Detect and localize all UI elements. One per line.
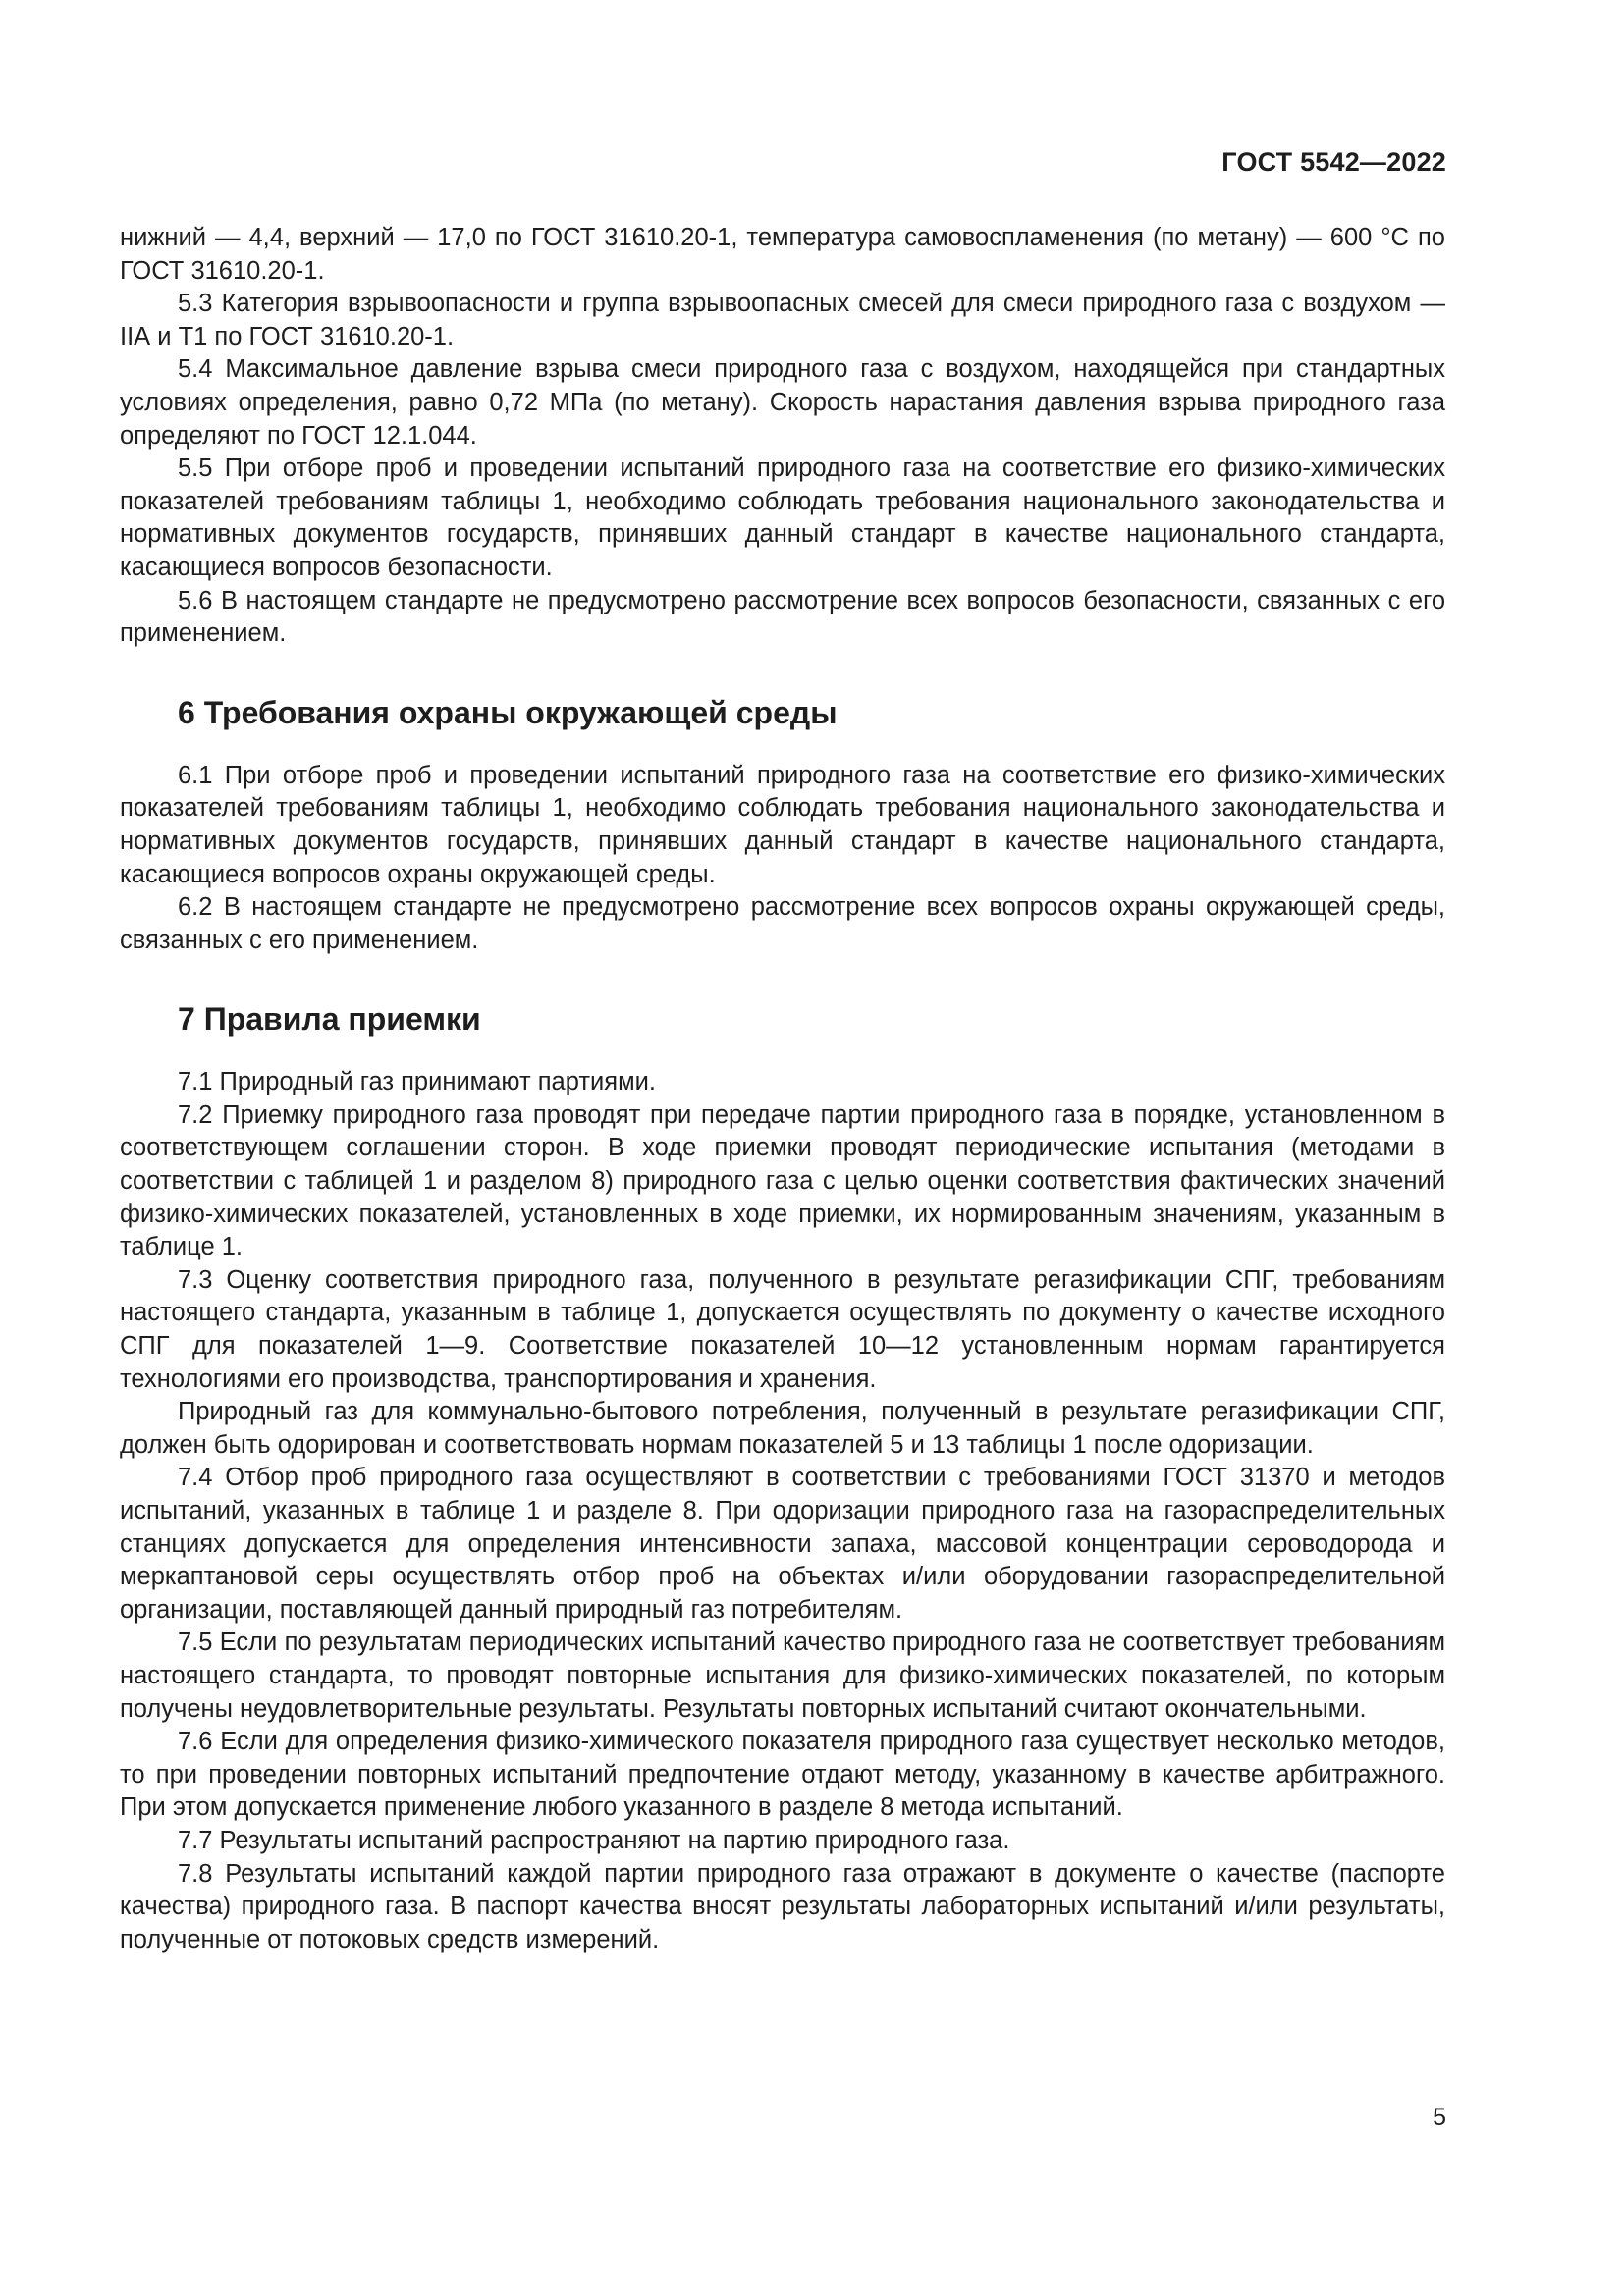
paragraph-6-2: 6.2 В настоящем стандарте не предусмотрено рассмотрение всех вопросов охраны окружающей среды, связанных с его применением. [120,893,1445,954]
section-spacer [120,957,1445,999]
page-number: 5 [1433,2104,1446,2131]
paragraph-7-4: 7.4 Отбор проб природного газа осуществляют в соответствии с требованиями ГОСТ 31370 и методов испытаний, указанных в таблице 1 и разделе 8. При одоризации природного газа на газораспределительных станциях допускается для определения интенсивности запаха, массовой концентрации сероводорода и меркаптановой серы осуществлять отбор проб на объектах и/или оборудовании газораспределительной организации, поставляющей данный природный газ потребителям. [120,1464,1445,1624]
document-code-header: ГОСТ 5542—2022 [1221,147,1446,177]
paragraph-7-3: 7.3 Оценку соответствия природного газа, полученного в результате регазификации СПГ, требованиям настоящего стандарта, указанным в таблице 1, допускается осуществлять по документу о качестве исходного СПГ для показателей 1—9. Соответствие показателей 10—12 установленным нормам гарантируется технологиями его производства, транспортирования и хранения. [120,1265,1445,1393]
paragraph-5-4: 5.4 Максимальное давление взрыва смеси природного газа с воздухом, находящейся при стандартных условиях определения, равно 0,72 МПа (по метану). Скорость нарастания давления взрыва природного газа определяют по ГОСТ 12.1.044. [120,355,1445,450]
paragraph-7-1: 7.1 Природный газ принимают партиями. [178,1068,656,1096]
section-spacer [120,1039,1445,1066]
paragraph-7-3-continued: Природный газ для коммунально-бытового потребления, полученный в результате регазификации СПГ, должен быть одорирован и соответствовать нормам показателей 5 и 13 таблицы 1 после одоризации. [120,1398,1445,1459]
paragraph-7-5: 7.5 Если по результатам периодических испытаний качество природного газа не соответствует требованиям настоящего стандарта, то проводят повторные испытания для физико-химических показателей, по которым получены неудовлетворительные результаты. Результаты повторных испытаний считают окончательными. [120,1629,1445,1723]
page-content [120,222,1445,1956]
section-spacer [120,732,1445,760]
paragraph-6-1: 6.1 При отборе проб и проведении испытаний природного газа на соответствие его физико-химических показателей требованиям таблицы 1, необходимо соблюдать требования национального законодательства и нормативных документов государств, принявших данный стандарт в качестве национального стандарта, касающиеся вопросов охраны окружающей среды. [120,761,1445,888]
paragraph-5-5: 5.5 При отборе проб и проведении испытаний природного газа на соответствие его физико-химических показателей требованиям таблицы 1, необходимо соблюдать требования национального законодательства и нормативных документов государств, принявших данный стандарт в качестве национального стандарта, касающиеся вопросов безопасности. [120,454,1445,581]
paragraph-7-6: 7.6 Если для определения физико-химического показателя природного газа существует несколько методов, то при проведении повторных испытаний предпочтение отдают методу, указанному в качестве арбитражного. При этом допускается применение любого указанного в разделе 8 метода испытаний. [120,1728,1445,1822]
section-spacer [120,651,1445,693]
continuation-paragraph: нижний — 4,4, верхний — 17,0 по ГОСТ 31610.20-1, температура самовоспламенения (по метану) — 600 °С по ГОСТ 31610.20-1. [120,224,1445,285]
paragraph-7-2: 7.2 Приемку природного газа проводят при передаче партии природного газа в порядке, установленном в соответствующем соглашении сторон. В ходе приемки проводят периодические испытания (методами в соответствии с таблицей 1 и разделом 8) природного газа с целью оценки соответствия фактических значений физико-химических показателей, установленных в ходе приемки, их нормированным значениям, указанным в таблице 1. [120,1100,1445,1261]
paragraph-5-3: 5.3 Категория взрывоопасности и группа взрывоопасных смесей для смеси природного газа с воздухом — IIА и Т1 по ГОСТ 31610.20-1. [120,290,1445,350]
section-7-title: 7 Правила приемки [178,1001,481,1038]
paragraph-7-7: 7.7 Результаты испытаний распространяют на партию природного газа. [178,1826,1010,1854]
section-6-title: 6 Требования охраны окружающей среды [178,694,838,730]
paragraph-7-8: 7.8 Результаты испытаний каждой партии природного газа отражают в документе о качестве (паспорте качества) природного газа. В паспорт качества вносят результаты лабораторных испытаний и/или результаты, полученные от потоковых средств измерений. [120,1859,1445,1953]
paragraph-5-6: 5.6 В настоящем стандарте не предусмотрено рассмотрение всех вопросов безопасности, связанных с его применением. [120,586,1445,648]
